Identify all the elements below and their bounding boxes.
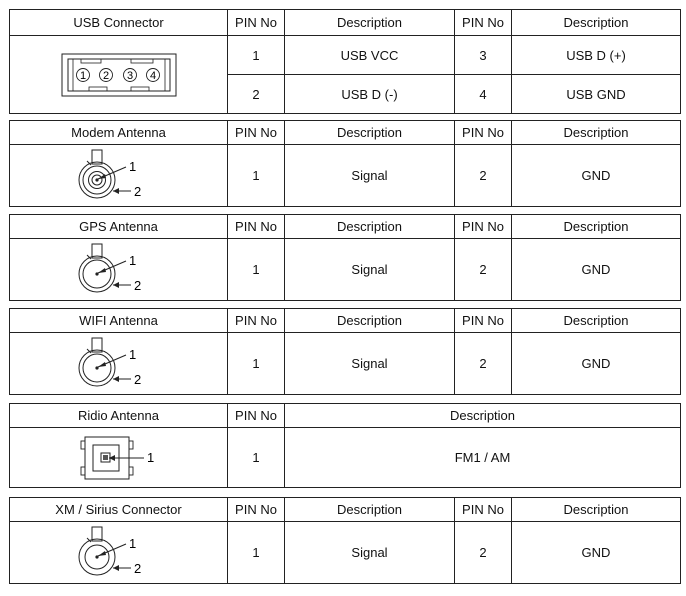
pin-no-header: PIN No xyxy=(228,215,285,239)
pin-number: 4 xyxy=(455,75,512,114)
description-header: Description xyxy=(512,498,681,522)
antenna-callout: 2 xyxy=(133,560,141,576)
description-header: Description xyxy=(512,121,681,145)
usb-pin-label: 4 xyxy=(149,69,156,82)
pin-number: 1 xyxy=(228,145,285,207)
description-header: Description xyxy=(285,404,681,428)
antenna-callout: 1 xyxy=(128,158,136,174)
xm-connector-diagram xyxy=(69,524,169,582)
pin-number: 2 xyxy=(455,145,512,207)
pin-description: Signal xyxy=(285,239,455,301)
pin-number: 1 xyxy=(228,333,285,395)
usb-pin-label: 1 xyxy=(79,69,86,82)
xm-connector-diagram-cell xyxy=(10,522,228,584)
antenna-callout: 2 xyxy=(133,277,141,293)
pin-number: 2 xyxy=(455,239,512,301)
pin-number: 2 xyxy=(455,522,512,584)
pin-no-header: PIN No xyxy=(455,309,512,333)
pin-description: FM1 / AM xyxy=(285,428,681,488)
pin-number: 2 xyxy=(228,75,285,114)
modem-antenna-table xyxy=(9,120,681,207)
usb-title: USB Connector xyxy=(10,10,228,36)
antenna-callout: 2 xyxy=(133,371,141,387)
antenna-callout: 1 xyxy=(128,252,136,268)
usb-pin-label: 3 xyxy=(126,69,133,82)
pin-description: GND xyxy=(512,333,681,395)
pin-number: 1 xyxy=(228,36,285,75)
pin-no-header: PIN No xyxy=(455,215,512,239)
pin-no-header: PIN No xyxy=(455,498,512,522)
pin-number: 1 xyxy=(228,239,285,301)
gps-antenna-diagram-cell xyxy=(10,239,228,301)
pin-description: GND xyxy=(512,239,681,301)
pin-no-header: PIN No xyxy=(228,10,285,36)
description-header: Description xyxy=(285,215,455,239)
radio-antenna-diagram-cell xyxy=(10,428,228,488)
pin-description: USB GND xyxy=(512,75,681,114)
pin-no-header: PIN No xyxy=(228,309,285,333)
usb-pin-label: 2 xyxy=(102,69,109,82)
antenna-callout: 1 xyxy=(146,449,154,465)
modem-antenna-diagram-cell xyxy=(10,145,228,207)
description-header: Description xyxy=(285,121,455,145)
usb-connector-diagram xyxy=(59,51,179,99)
pin-description: GND xyxy=(512,145,681,207)
pin-no-header: PIN No xyxy=(228,498,285,522)
pin-no-header: PIN No xyxy=(228,121,285,145)
usb-connector-diagram-cell xyxy=(10,36,228,114)
description-header: Description xyxy=(285,309,455,333)
antenna-callout: 1 xyxy=(128,346,136,362)
pin-number: 3 xyxy=(455,36,512,75)
pin-no-header: PIN No xyxy=(228,404,285,428)
pin-number: 2 xyxy=(455,333,512,395)
pin-description: Signal xyxy=(285,145,455,207)
pin-number: 1 xyxy=(228,522,285,584)
radio-title: Ridio Antenna xyxy=(10,404,228,428)
pin-description: Signal xyxy=(285,333,455,395)
description-header: Description xyxy=(512,10,681,36)
pin-description: USB D (-) xyxy=(285,75,455,114)
xm-sirius-table xyxy=(9,497,681,584)
usb-connector-table xyxy=(9,9,681,114)
wifi-antenna-diagram-cell xyxy=(10,333,228,395)
antenna-callout: 2 xyxy=(133,183,141,199)
pin-description: USB VCC xyxy=(285,36,455,75)
antenna-connector-diagram xyxy=(69,335,169,393)
antenna-connector-diagram xyxy=(69,147,169,205)
modem-title: Modem Antenna xyxy=(10,121,228,145)
gps-antenna-table xyxy=(9,214,681,301)
pin-description: USB D (+) xyxy=(512,36,681,75)
wifi-title: WIFI Antenna xyxy=(10,309,228,333)
antenna-connector-diagram xyxy=(69,241,169,299)
description-header: Description xyxy=(512,215,681,239)
xm-title: XM / Sirius Connector xyxy=(10,498,228,522)
wifi-antenna-table xyxy=(9,308,681,395)
pin-no-header: PIN No xyxy=(455,121,512,145)
description-header: Description xyxy=(512,309,681,333)
antenna-callout: 1 xyxy=(128,535,136,551)
description-header: Description xyxy=(285,498,455,522)
description-header: Description xyxy=(285,10,455,36)
pin-description: Signal xyxy=(285,522,455,584)
gps-title: GPS Antenna xyxy=(10,215,228,239)
pin-number: 1 xyxy=(228,428,285,488)
radio-antenna-table xyxy=(9,403,681,488)
radio-connector-diagram xyxy=(69,431,169,485)
pin-description: GND xyxy=(512,522,681,584)
pin-no-header: PIN No xyxy=(455,10,512,36)
